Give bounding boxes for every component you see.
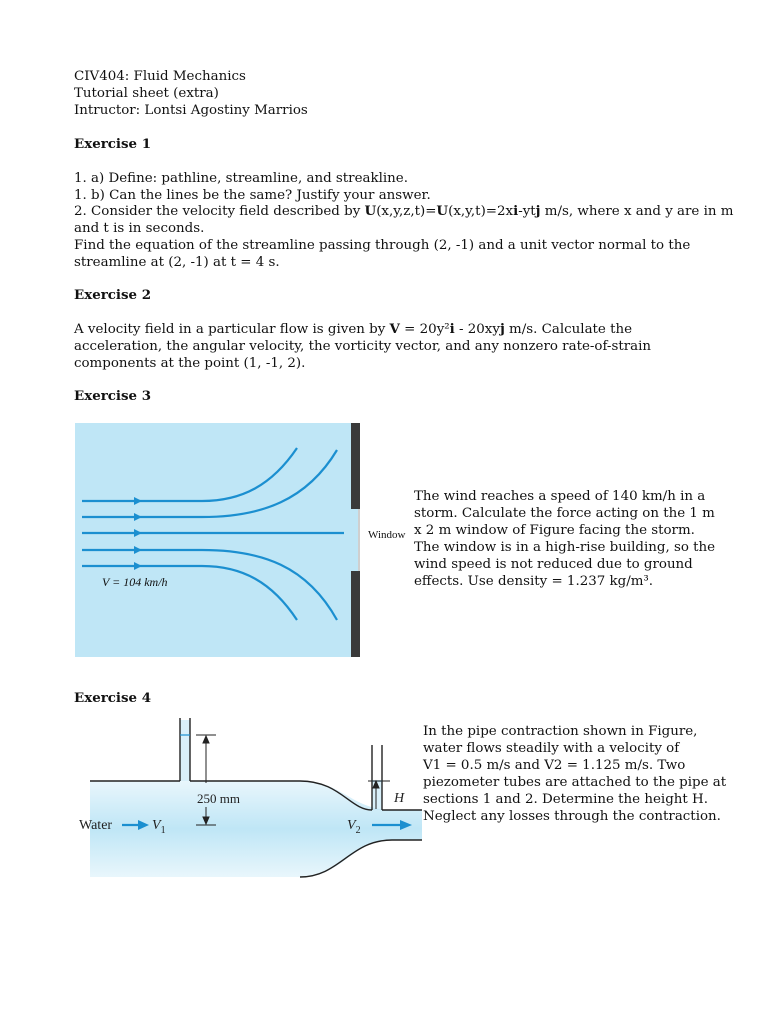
ex1-question-1b: 1. b) Can the lines be the same? Justify your answer. — [74, 188, 431, 203]
water-label: Water — [79, 818, 113, 833]
velocity-label: V = 104 km/h — [102, 575, 168, 589]
window-pane — [358, 509, 360, 571]
wind-window-figure — [72, 420, 417, 660]
ex1-question-2-line4: streamline at (2, -1) at t = 4 s. — [74, 255, 280, 270]
height-label-250mm: 250 mm — [197, 791, 240, 806]
exercise-2-heading: Exercise 2 — [74, 287, 152, 303]
ex2-line2: acceleration, the angular velocity, the vorticity vector, and any nonzero rate-of-strain — [74, 339, 652, 354]
wall-upper — [351, 423, 360, 509]
ex4-problem-text: In the pipe contraction shown in Figure, water flows steadily with a velocity of V1 = 0.5 m/s and V2 = 1.125 m/s. Two piezometer tubes are attached to the pipe at sections 1 and 2. Determine the height H. Neglect any losses through the contraction. — [423, 724, 727, 824]
instructor-name: Intructor: Lontsi Agostiny Marrios — [74, 103, 308, 118]
ex1-question-1a: 1. a) Define: pathline, streamline, and streakline. — [74, 171, 408, 186]
pipe-contraction-figure — [72, 715, 424, 880]
ex2-line3: components at the point (1, -1, 2). — [74, 356, 306, 371]
v1-label: $V_1$ — [152, 818, 166, 836]
exercise-4-heading: Exercise 4 — [74, 690, 152, 706]
ex2-line1: A velocity field in a particular flow is given by V = 20y²i - 20xyj m/s. Calculate the — [74, 321, 633, 337]
air-region — [75, 423, 358, 657]
piezometer-1-water — [180, 720, 190, 781]
exercise-1-heading: Exercise 1 — [74, 136, 152, 152]
exercise-3-heading: Exercise 3 — [74, 388, 152, 404]
ex3-problem-text: The wind reaches a speed of 140 km/h in a storm. Calculate the force acting on the 1 m x 2 m window of Figure facing the storm. The window is in a high-rise building, so the wind speed is not reduced due to ground effects. Use density = 1.237 kg/m³. — [414, 489, 716, 589]
ex1-question-2-line1: 2. Consider the velocity field described by U(x,y,z,t)=U(x,y,t)=2xi-ytj m/s, where x and y are in m — [74, 203, 734, 219]
sheet-title: Tutorial sheet (extra) — [74, 86, 219, 101]
ex1-question-2-line3: Find the equation of the streamline passing through (2, -1) and a unit vector normal to the — [74, 238, 691, 253]
height-label-H: H — [394, 791, 405, 806]
v2-label: $V_2$ — [347, 818, 361, 836]
window-label: Window — [368, 529, 406, 541]
course-title: CIV404: Fluid Mechanics — [74, 69, 246, 84]
wall-lower — [351, 571, 360, 657]
ex1-question-2-line2: and t is in seconds. — [74, 221, 205, 236]
